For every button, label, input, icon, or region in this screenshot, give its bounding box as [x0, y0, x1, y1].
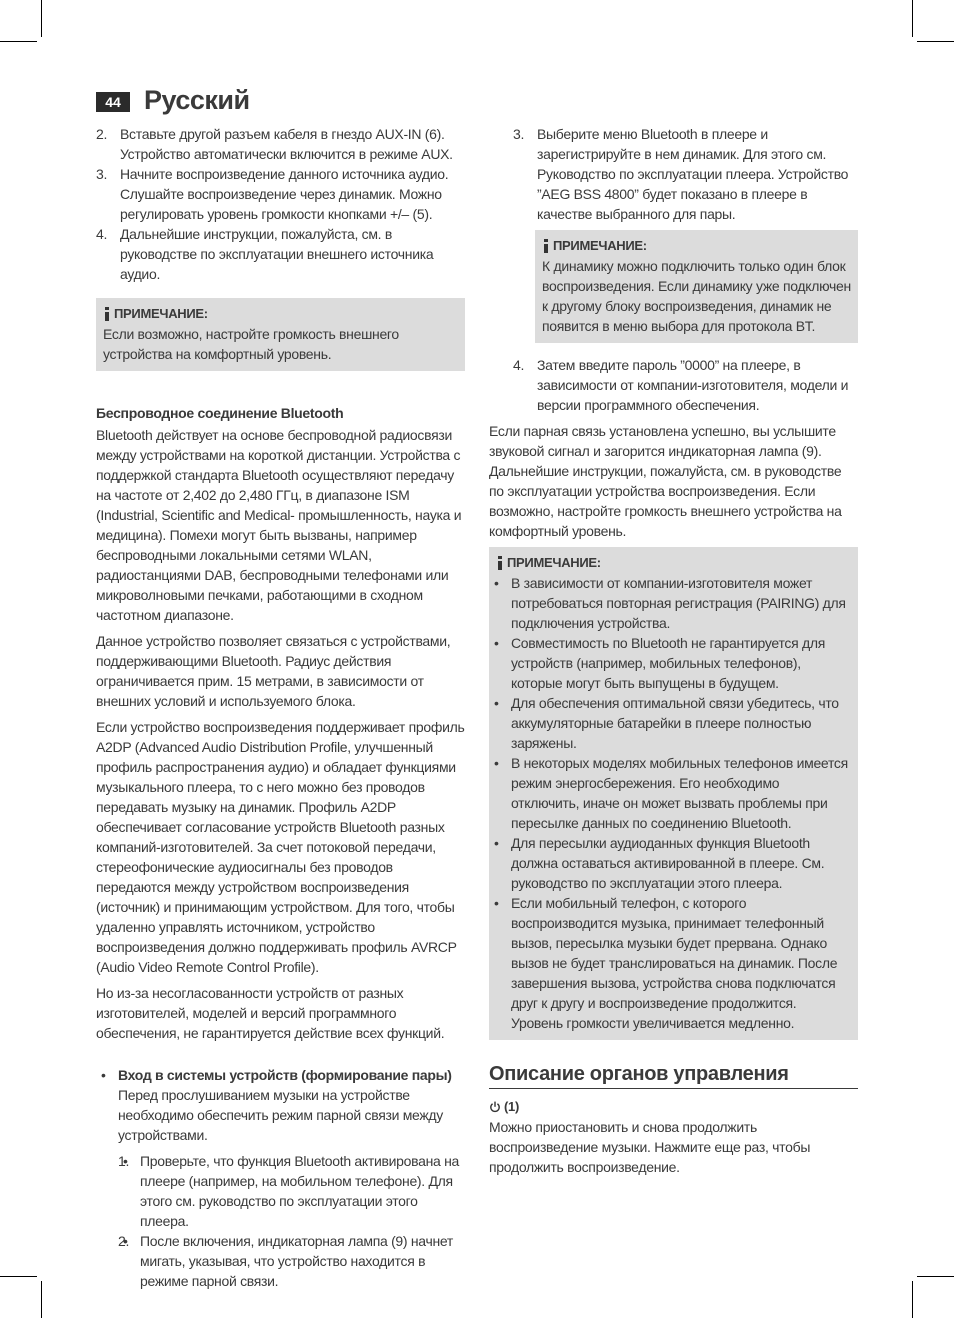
step-number: 3.	[96, 166, 108, 182]
list-item	[96, 224, 465, 284]
crop-mark	[0, 1276, 37, 1277]
step-text: Вставьте другой разъем кабеля в гнездо AUX-IN (6). Устройство автоматически включится в режиме AUX.	[120, 126, 453, 162]
note-title-text: ПРИМЕЧАНИЕ:	[553, 238, 647, 253]
paragraph: Если устройство воспроизведения поддерживает профиль A2DP (Advanced Audio Distribution Profile, улучшенный профиль распространения аудио) и обладает функциями музыкального плеера, то с него можно без проводов передавать музыку на динамик. Профиль A2DP обеспечивает согласование устройств Bluetooth разных компаний-изготовителей. За счет потоковой передачи, стереофонические аудиосигналы без проводов передаются между устройством воспроизведения (источник) и принимающим устройством. Для того, чтобы удаленно управлять источником, устройство воспроизведения должно поддерживать профиль AVRCP (Audio Video Remote Control Profile).	[96, 719, 465, 975]
section-heading: Беспроводное соединение Bluetooth	[96, 405, 344, 421]
note-title-text: ПРИМЕЧАНИЕ:	[114, 306, 208, 321]
crop-mark	[917, 41, 954, 42]
note-title	[496, 553, 851, 573]
list-item	[118, 1231, 465, 1291]
paragraph: Можно приостановить и снова продолжить воспроизведение музыки. Нажмите еще раз, чтобы продолжить воспроизведение.	[489, 1119, 811, 1175]
info-icon	[542, 239, 550, 253]
steps-list	[489, 355, 858, 415]
step-number: 3.	[513, 126, 525, 142]
step-text: Затем введите пароль ”0000” на плеере, в зависимости от компании-изготовителя, модели и версии программного обеспечения.	[537, 357, 849, 413]
list-item: • Совместимость по Bluetooth не гарантируется для устройств (например, мобильных телефонов), которые могут быть выпущены в будущем.	[489, 633, 851, 693]
list-item	[513, 355, 858, 415]
crop-mark	[917, 1276, 954, 1277]
info-icon	[496, 556, 504, 570]
list-item	[118, 1151, 465, 1231]
step-text: После включения, индикаторная лампа (9) начнет мигать, указывая, что устройство находится в режиме парной связи.	[140, 1233, 454, 1289]
paragraph: Если парная связь установлена успешно, вы услышите звуковой сигнал и загорится индикаторная лампа (9). Дальнейшие инструкции, пожалуйста, см. в руководстве по эксплуатации устройства воспроизведения. Если возможно, настройте громкость внешнего устройства на комфортный уровень.	[489, 423, 842, 539]
note-title	[103, 304, 458, 324]
paragraph: Bluetooth действует на основе беспроводной радиосвязи между устройствами на короткой дистанции. Устройства с поддержкой стандарта Bluetooth осуществляют передачу на частоте от 2,402 до 2,480 ГГц, в диапазоне ISM (Industrial, Scientific and Medical- промышленность, наука и медицина). Помехи могут быть вызваны, например беспроводными локальными сетями WLAN, радиостанциями DAB, беспроводными телефонами или микроволновыми печками, работающими в сходном частотном диапазоне.	[96, 427, 462, 623]
step-number: • 2.	[118, 1233, 130, 1249]
note-box	[489, 547, 858, 1040]
steps-list	[489, 124, 858, 224]
note-box	[96, 298, 465, 371]
pairing-intro: Перед прослушиванием музыки на устройстве необходимо обеспечить режим парной связи между устройствами.	[118, 1087, 443, 1143]
page-title: Русский	[144, 85, 250, 115]
controls-section-title: Описание органов управления	[489, 1064, 858, 1089]
step-text: Проверьте, что функция Bluetooth активирована на плеере (например, на мобильном телефоне). Для этого см. руководство по эксплуатации этого плеера.	[140, 1153, 460, 1229]
step-number: 2.	[96, 126, 108, 142]
right-column	[489, 124, 858, 1183]
crop-mark	[912, 0, 913, 37]
crop-mark	[41, 0, 42, 37]
step-text: Выберите меню Bluetooth в плеере и зарегистрируйте в нем динамик. Для этого см. Руководство по эксплуатации плеера. Устройство ”AEG BSS 4800” будет показано в плеере в качестве выбранного для пары.	[537, 126, 849, 222]
paragraph: Но из-за несогласованности устройств от разных изготовителей, моделей и версий программного обеспечения, не гарантируется действие всех функций.	[96, 985, 445, 1041]
step-text: Дальнейшие инструкции, пожалуйста, см. в руководстве по эксплуатации внешнего источника аудио.	[120, 226, 434, 282]
list-item: • Для обеспечения оптимальной связи убедитесь, что аккумуляторные батарейки в плеере полностью заряжены.	[489, 693, 851, 753]
note-bullets	[489, 573, 851, 1033]
step-number: 4.	[96, 226, 108, 242]
list-item: • Если мобильный телефон, с которого воспроизводится музыка, принимает телефонный вызов, пересылка музыки будет прервана. Однако вызов не будет транслироваться на динамик. После завершения вызова, устройства снова подключатся друг к другу и воспроизведение продолжится. Уровень громкости увеличивается медленно.	[489, 893, 851, 1033]
control-number: (1)	[504, 1099, 519, 1114]
note-text: Если возможно, настройте громкость внешнего устройства на комфортный уровень.	[103, 326, 399, 362]
note-box	[535, 230, 858, 343]
list-item: • В зависимости от компании-изготовителя может потребоваться повторная регистрация (PAIRING) для подключения устройства.	[489, 573, 851, 633]
step-number: 4.	[513, 357, 525, 373]
step-text: Начните воспроизведение данного источника аудио. Слушайте воспроизведение через динамик. Можно регулировать уровень громкости кнопками +/– (5).	[120, 166, 449, 222]
step-number: • 1.	[118, 1153, 130, 1169]
list-item	[96, 124, 465, 164]
steps-list	[96, 124, 465, 284]
info-icon	[103, 307, 111, 321]
pairing-section	[96, 1065, 465, 1291]
list-item: • В некоторых моделях мобильных телефонов имеется режим энергосбережения. Его необходимо отключить, иначе он может вызвать проблемы при пересылке данных по соединению Bluetooth.	[489, 753, 851, 833]
left-column	[96, 124, 465, 1291]
paragraph: Данное устройство позволяет связаться с устройствами, поддерживающими Bluetooth. Радиус действия ограничивается прим. 15 метрами, в зависимости от внешних условий и используемого блока.	[96, 633, 451, 709]
list-item	[96, 1065, 465, 1291]
list-item	[96, 164, 465, 224]
pairing-steps	[118, 1151, 465, 1291]
list-item: • Для пересылки аудиоданных функция Bluetooth должна оставаться активированной в плеере. См. руководство по эксплуатации этого плеера.	[489, 833, 851, 893]
note-title-text: ПРИМЕЧАНИЕ:	[507, 555, 601, 570]
crop-mark	[41, 1281, 42, 1318]
control-label	[489, 1097, 858, 1117]
pairing-title: • Вход в системы устройств (формирование пары)	[118, 1067, 452, 1083]
crop-mark	[912, 1281, 913, 1318]
note-text: К динамику можно подключить только один блок воспроизведения. Если динамику уже подключен к другому блоку воспроизведения, динамик не появится в меню выбора для протокола BT.	[542, 258, 851, 334]
power-icon	[489, 1101, 501, 1113]
crop-mark	[0, 41, 37, 42]
list-item	[513, 124, 858, 224]
page-number: 44	[96, 92, 130, 112]
note-title	[542, 236, 851, 256]
